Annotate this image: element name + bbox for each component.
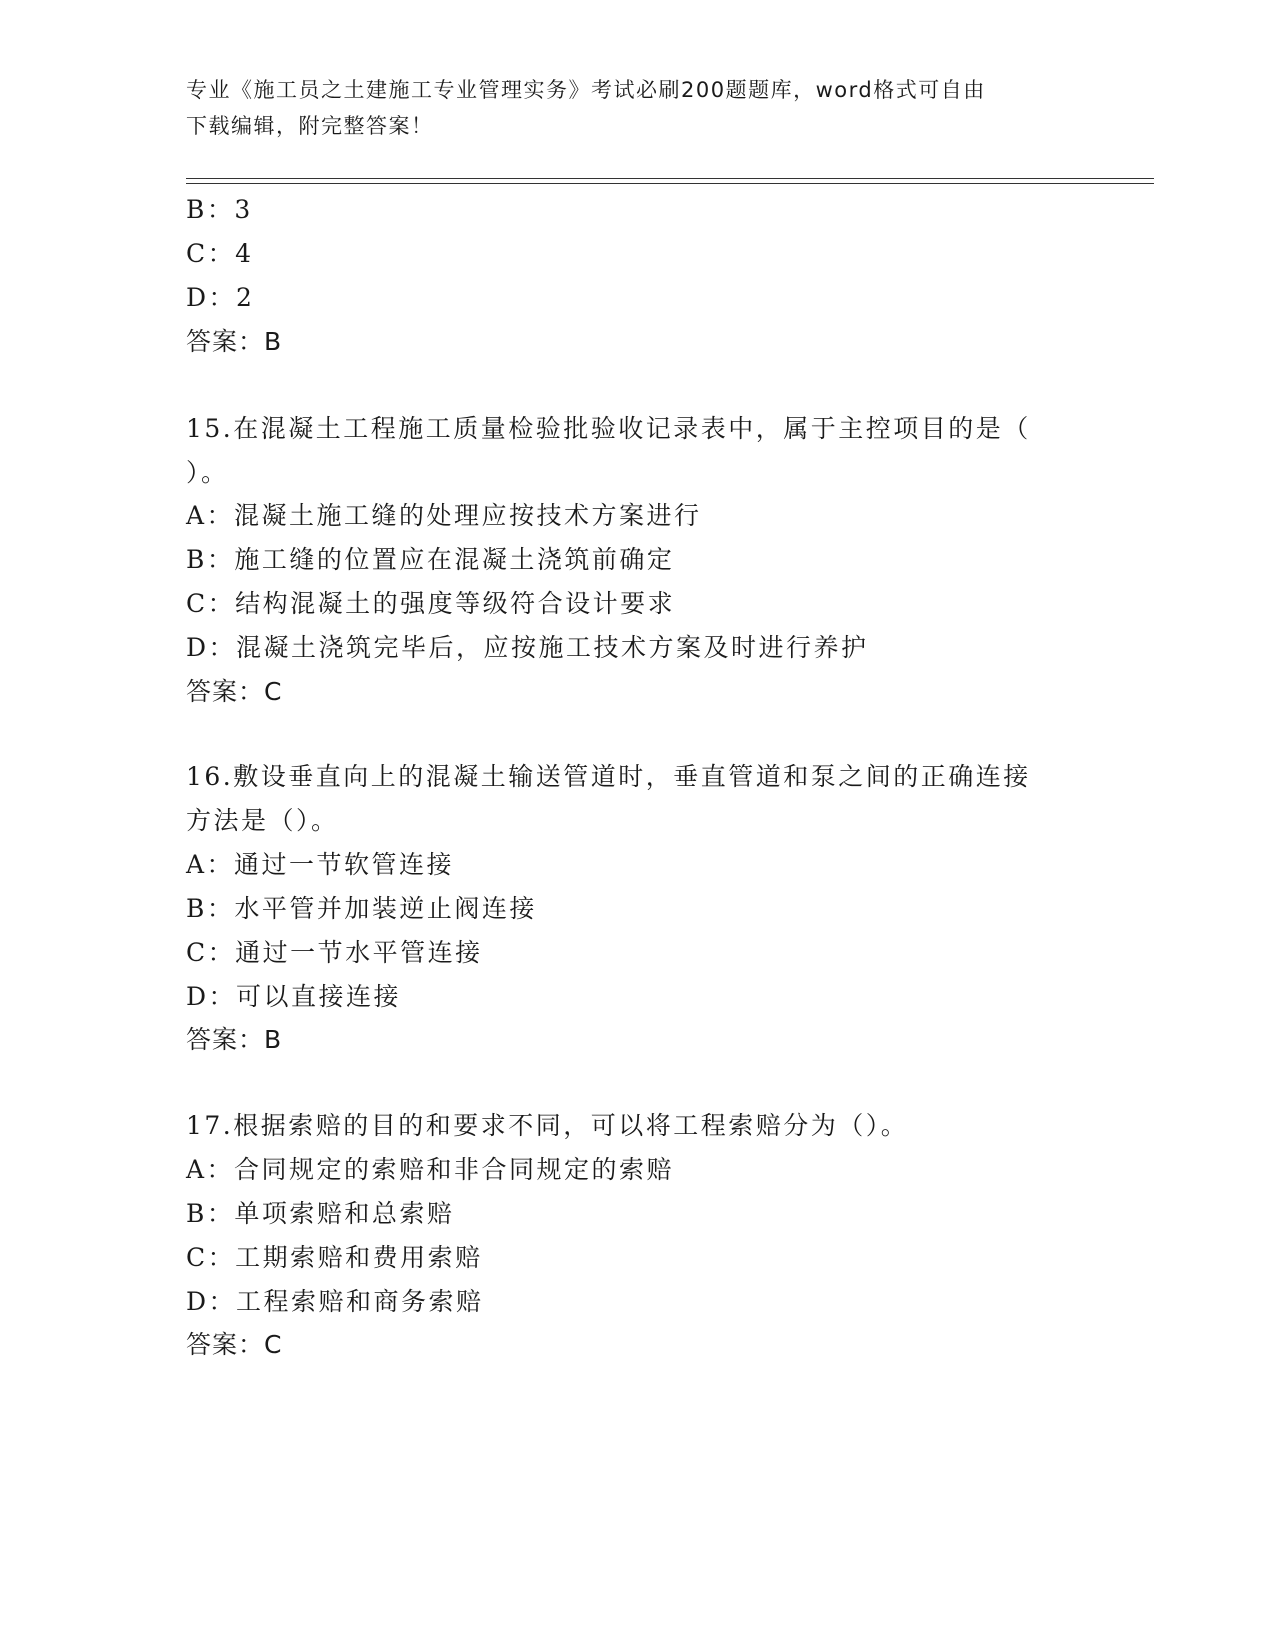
- header-line-1: 专业《施工员之土建施工专业管理实务》考试必刷200题题库，word格式可自由: [186, 78, 986, 102]
- q16-stem-line-1: 16.敷设垂直向上的混凝土输送管道时，垂直管道和泵之间的正确连接: [186, 762, 1031, 791]
- header-line-2: 下载编辑，附完整答案！: [186, 114, 434, 138]
- header-divider-top: [186, 178, 1154, 179]
- q15-option-c: C：结构混凝土的强度等级符合设计要求: [186, 589, 676, 618]
- q16-option-b: B：水平管并加装逆止阀连接: [186, 894, 537, 923]
- q15-option-d: D：混凝土浇筑完毕后，应按施工技术方案及时进行养护: [186, 633, 869, 662]
- q16-option-a: A：通过一节软管连接: [186, 850, 455, 879]
- q15-option-a: A：混凝土施工缝的处理应按技术方案进行: [186, 501, 702, 530]
- q17-answer: 答案：C: [186, 1330, 283, 1359]
- q16-option-d: D：可以直接连接: [186, 982, 402, 1011]
- q17-stem-line-1: 17.根据索赔的目的和要求不同，可以将工程索赔分为（）。: [186, 1111, 909, 1140]
- q14-option-b: B：3: [186, 195, 253, 224]
- q14-option-d: D：2: [186, 283, 255, 312]
- q15-stem-line-1: 15.在混凝土工程施工质量检验批验收记录表中，属于主控项目的是（: [186, 414, 1031, 443]
- q17-option-d: D：工程索赔和商务索赔: [186, 1287, 484, 1316]
- q16-option-c: C：通过一节水平管连接: [186, 938, 483, 967]
- q17-option-c: C：工期索赔和费用索赔: [186, 1243, 483, 1272]
- header-divider-bottom: [186, 183, 1154, 184]
- q17-option-a: A：合同规定的索赔和非合同规定的索赔: [186, 1155, 675, 1184]
- q15-option-b: B：施工缝的位置应在混凝土浇筑前确定: [186, 545, 675, 574]
- q14-answer: 答案：B: [186, 327, 283, 356]
- q16-answer: 答案：B: [186, 1025, 283, 1054]
- q15-answer: 答案：C: [186, 677, 283, 706]
- q14-option-c: C：4: [186, 239, 254, 268]
- q16-stem-line-2: 方法是（）。: [186, 806, 339, 835]
- page-header: [186, 72, 1066, 144]
- q15-stem-line-2: ）。: [186, 458, 229, 487]
- q17-option-b: B：单项索赔和总索赔: [186, 1199, 455, 1228]
